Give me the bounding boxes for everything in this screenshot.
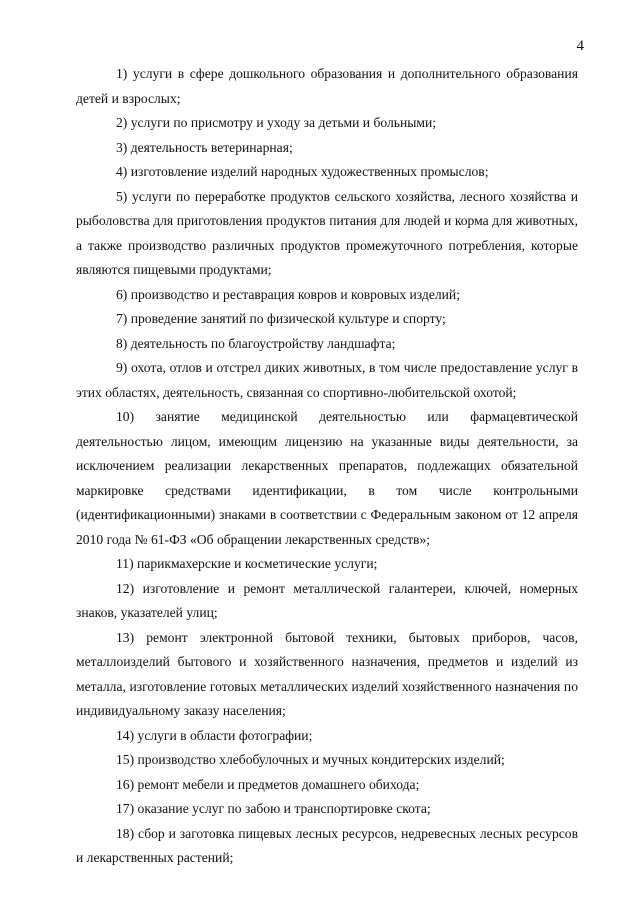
list-item: 3) деятельность ветеринарная; — [116, 139, 293, 155]
list-item: 9) охота, отлов и отстрел диких животных, в том числе предоставление услуг в этих областях, деятельность, связанная со спортивно-любительской охотой; — [76, 360, 578, 400]
list-item: 7) проведение занятий по физической культуре и спорту; — [116, 311, 446, 326]
list-item: 15) производство хлебобулочных и мучных кондитерских изделий; — [116, 752, 505, 767]
list-item: 13) ремонт электронной бытовой техники, бытовых приборов, часов, металлоизделий бытового и хозяйственного назначения, предметов и изделий из металла, изготовление готовых металлических изделий хозяйственного назначения по индивидуальному заказу населения; — [76, 629, 578, 718]
list-item: 16) ремонт мебели и предметов домашнего обихода; — [116, 776, 420, 792]
list-item: 2) услуги по присмотру и уходу за детьми и больными; — [116, 115, 437, 130]
list-item: 10) занятие медицинской деятельностью или фармацевтической деятельностью лицом, имеющим лицензию на указанные виды деятельности, за исключением реализации лекарственных препаратов, подлежащих обязательной маркировке средствами идентификации, в том числе контрольными (идентификационными) знаками в соответствии с Федеральным законом от 12 апреля 2010 года № 61-ФЗ «Об обращении лекарственных средств»; — [76, 409, 578, 547]
list-item: 8) деятельность по благоустройству ландшафта; — [116, 335, 396, 351]
page-number: 4 — [576, 38, 584, 54]
list-item: 12) изготовление и ремонт металлической галантереи, ключей, номерных знаков, указателей улиц; — [76, 580, 578, 620]
document-body — [76, 62, 578, 871]
list-item: 1) услуги в сфере дошкольного образования и дополнительного образования детей и взрослых; — [76, 66, 578, 106]
list-item: 18) сбор и заготовка пищевых лесных ресурсов, недревесных лесных ресурсов и лекарственных растений; — [76, 825, 578, 865]
list-item: 5) услуги по переработке продуктов сельского хозяйства, лесного хозяйства и рыболовства для приготовления продуктов питания для людей и корма для животных, а также производство различных продуктов промежуточного потребления, которые являются пищевыми продуктами; — [76, 188, 578, 277]
list-item: 17) оказание услуг по забою и транспортировке скота; — [116, 801, 431, 816]
list-item: 6) производство и реставрация ковров и ковровых изделий; — [116, 286, 460, 302]
list-item: 4) изготовление изделий народных художественных промыслов; — [116, 164, 489, 179]
list-item: 11) парикмахерские и косметические услуги; — [116, 556, 378, 571]
list-item: 14) услуги в области фотографии; — [116, 727, 313, 743]
